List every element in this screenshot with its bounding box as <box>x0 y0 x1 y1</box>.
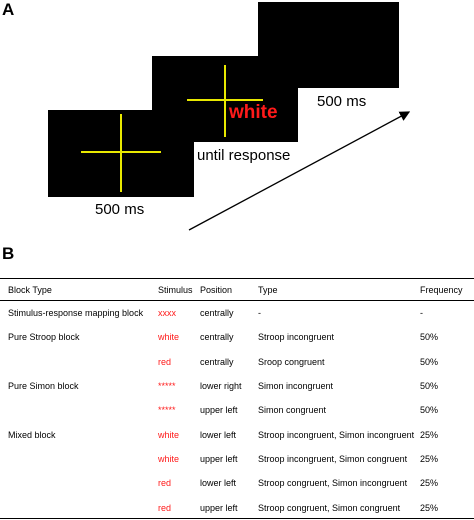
cell-block-type: Mixed block <box>8 429 56 440</box>
cell-position: centrally <box>200 308 234 319</box>
cell-position: upper left <box>200 405 238 416</box>
cell-block-type <box>0 398 158 422</box>
table-row <box>0 422 474 446</box>
cell-frequency: 25% <box>420 502 439 513</box>
cell-stimulus: white <box>158 332 180 343</box>
cell-type: Simon incongruent <box>258 381 334 392</box>
cell-type: Sroop congruent <box>258 356 325 367</box>
cell-block-type <box>0 447 158 471</box>
cell-type: Stroop congruent, Simon incongruent <box>258 478 408 489</box>
table-top-rule <box>0 278 474 279</box>
panel-a-label: A <box>2 0 15 19</box>
cell-frequency: - <box>420 308 423 319</box>
table-row <box>0 301 474 326</box>
cell-stimulus: red <box>158 502 172 513</box>
header-position: Position <box>200 280 258 301</box>
cell-block-type <box>0 471 158 495</box>
cell-block-type <box>0 350 158 374</box>
cell-frequency: 50% <box>420 356 439 367</box>
header-type: Type <box>258 280 420 301</box>
cell-position: upper left <box>200 453 238 464</box>
screen2-duration-caption: until response <box>197 147 291 164</box>
header-block-type: Block Type <box>0 280 158 301</box>
header-stimulus: Stimulus <box>158 280 200 301</box>
cell-stimulus: xxxx <box>158 308 176 319</box>
table-row <box>0 495 474 519</box>
cell-frequency: 25% <box>420 478 439 489</box>
cell-stimulus: red <box>158 356 172 367</box>
cell-frequency: 25% <box>420 429 439 440</box>
cell-frequency: 25% <box>420 453 439 464</box>
stimulus-word: white <box>229 102 278 123</box>
panel-b-label: B <box>2 244 15 263</box>
cell-stimulus: ***** <box>158 381 176 392</box>
cell-block-type <box>0 495 158 519</box>
cell-type: Simon congruent <box>258 405 327 416</box>
table-row <box>0 325 474 349</box>
screen1-duration-caption: 500 ms <box>95 201 145 218</box>
cell-stimulus: ***** <box>158 405 176 416</box>
cell-type: Stroop congruent, Simon congruent <box>258 502 401 513</box>
cell-frequency: 50% <box>420 405 439 416</box>
cell-position: centrally <box>200 332 234 343</box>
cell-block-type: Pure Simon block <box>8 381 79 392</box>
cell-position: lower left <box>200 478 237 489</box>
table-row <box>0 447 474 471</box>
cell-stimulus: white <box>158 453 180 464</box>
table-row <box>0 471 474 495</box>
cell-stimulus: red <box>158 478 172 489</box>
table-header-row <box>0 280 474 301</box>
cell-frequency: 50% <box>420 332 439 343</box>
cell-block-type: Stimulus-response mapping block <box>8 308 144 319</box>
screen3-duration-caption: 500 ms <box>317 93 367 110</box>
cell-stimulus: white <box>158 429 180 440</box>
cell-type: - <box>258 308 261 319</box>
cell-position: upper left <box>200 502 238 513</box>
block-table <box>0 280 474 520</box>
cell-position: lower left <box>200 429 237 440</box>
cell-type: Stroop incongruent, Simon incongruent <box>258 429 415 440</box>
cell-position: lower right <box>200 381 242 392</box>
table-row <box>0 350 474 374</box>
table-row <box>0 374 474 398</box>
cell-frequency: 50% <box>420 381 439 392</box>
cell-type: Stroop incongruent, Simon congruent <box>258 453 408 464</box>
table-row <box>0 398 474 422</box>
cell-type: Stroop incongruent <box>258 332 335 343</box>
cell-position: centrally <box>200 356 234 367</box>
header-frequency: Frequency <box>420 280 474 301</box>
cell-block-type: Pure Stroop block <box>8 332 80 343</box>
